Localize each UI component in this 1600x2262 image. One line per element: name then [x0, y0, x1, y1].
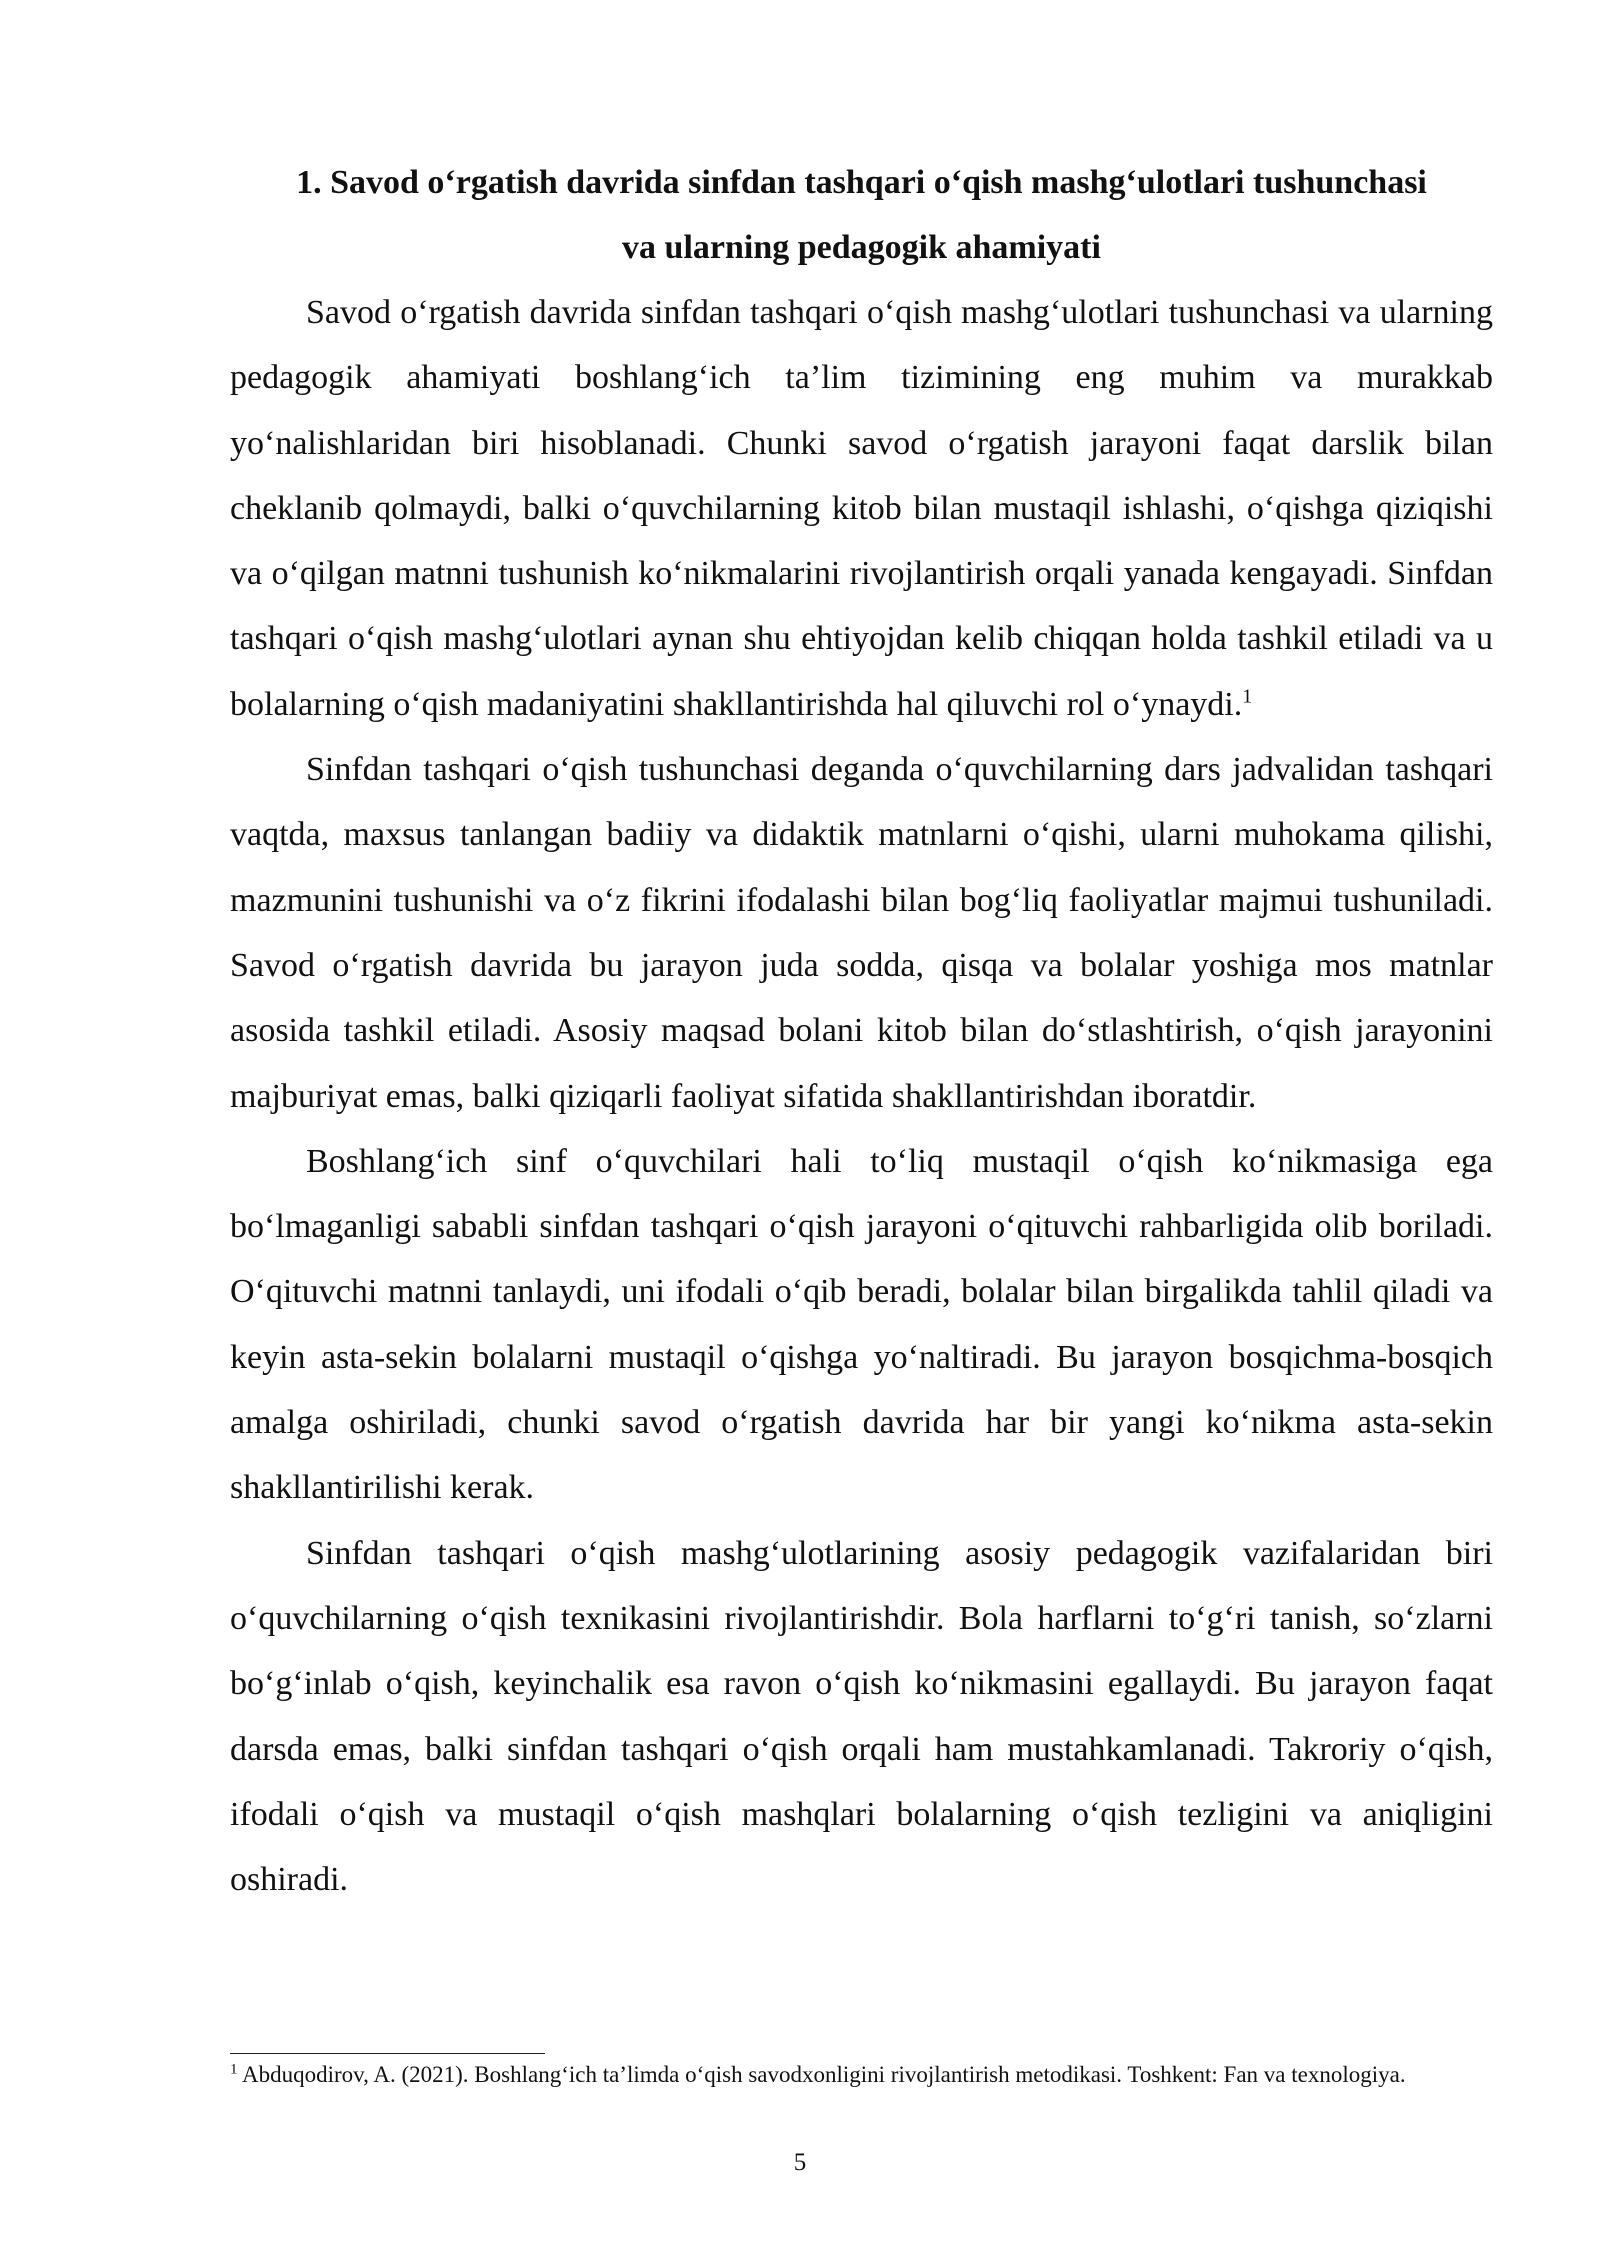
page-number: 5	[793, 2149, 807, 2176]
paragraph-1-text: Savod o‘rgatish davrida sinfdan tashqari o‘qish mashg‘ulotlari tushunchasi va ularning pedagogik ahamiyati boshlang‘ich ta’lim tizimining eng muhim va murakkab yo‘nalishlaridan biri hisoblanadi. Chunki savod o‘rgatish jarayoni faqat darslik bilan cheklanib qolmaydi, balki o‘quvchilarning kitob bilan mustaqil ishlashi, o‘qishga qiziqishi va o‘qilgan matnni tushunish ko‘nikmalarini rivojlantirish orqali yanada kengayadi. Sinfdan tashqari o‘qish mashg‘ulotlari aynan shu ehtiyojdan kelib chiqqan holda tashkil etiladi va u bolalarning o‘qish madaniyatini shakllantirishda hal qiluvchi rol o‘ynaydi.	[230, 294, 1493, 723]
paragraph-3: Boshlang‘ich sinf o‘quvchilari hali to‘liq mustaqil o‘qish ko‘nikmasiga ega bo‘lmaganligi sababli sinfdan tashqari o‘qish jarayoni o‘qituvchi rahbarligida olib boriladi. O‘qituvchi matnni tanlaydi, uni ifodali o‘qib beradi, bolalar bilan birgalikda tahlil qiladi va keyin asta-sekin bolalarni mustaqil o‘qishga yo‘naltiradi. Bu jarayon bosqichma-bosqich amalga oshiriladi, chunki savod o‘rgatish davrida har bir yangi ko‘nikma asta-sekin shakllantirilishi kerak.	[230, 1142, 1493, 1507]
paragraph-1	[230, 280, 1493, 737]
footnote-text: Abduqodirov, A. (2021). Boshlang‘ich ta’limda o‘qish savodxonligini rivojlantirish metodikasi. Toshkent: Fan va texnologiya.	[237, 2062, 1406, 2087]
paragraph-4: Sinfdan tashqari o‘qish mashg‘ulotlarining asosiy pedagogik vazifalaridan biri o‘quvchilarning o‘qish texnikasini rivojlantirishdir. Bola harflarni to‘g‘ri tanish, so‘zlarni bo‘g‘inlab o‘qish, keyinchalik esa ravon o‘qish ko‘nikmasini egallaydi. Bu jarayon faqat darsda emas, balki sinfdan tashqari o‘qish orqali ham mustahkamlanadi. Takroriy o‘qish, ifodali o‘qish va mustaqil o‘qish mashqlari bolalarning o‘qish tezligini va aniqligini oshiradi.	[230, 1534, 1493, 1899]
paragraph-2: Sinfdan tashqari o‘qish tushunchasi deganda o‘quvchilarning dars jadvalidan tashqari vaqtda, maxsus tanlangan badiiy va didaktik matnlarni o‘qishi, ularni muhokama qilishi, mazmunini tushunishi va o‘z fikrini ifodalashi bilan bog‘liq faoliyatlar majmui tushuniladi. Savod o‘rgatish davrida bu jarayon juda sodda, qisqa va bolalar yoshiga mos matnlar asosida tashkil etiladi. Asosiy maqsad bolani kitob bilan do‘stlashtirish, o‘qish jarayonini majburiyat emas, balki qiziqarli faoliyat sifatida shakllantirishdan iboratdir.	[230, 751, 1493, 1115]
section-title-line-1: 1. Savod o‘rgatish davrida sinfdan tashqari o‘qish mashg‘ulotlari tushunchasi	[296, 164, 1427, 201]
section-title	[230, 150, 1493, 280]
footnote	[230, 2060, 1493, 2089]
section-title-line-2: va ularning pedagogik ahamiyati	[622, 229, 1101, 266]
footnote-reference[interactable]: 1	[1242, 685, 1253, 708]
page-body	[230, 150, 1493, 1912]
footnote-separator	[230, 2053, 545, 2054]
footnote-marker: 1	[230, 2061, 238, 2078]
